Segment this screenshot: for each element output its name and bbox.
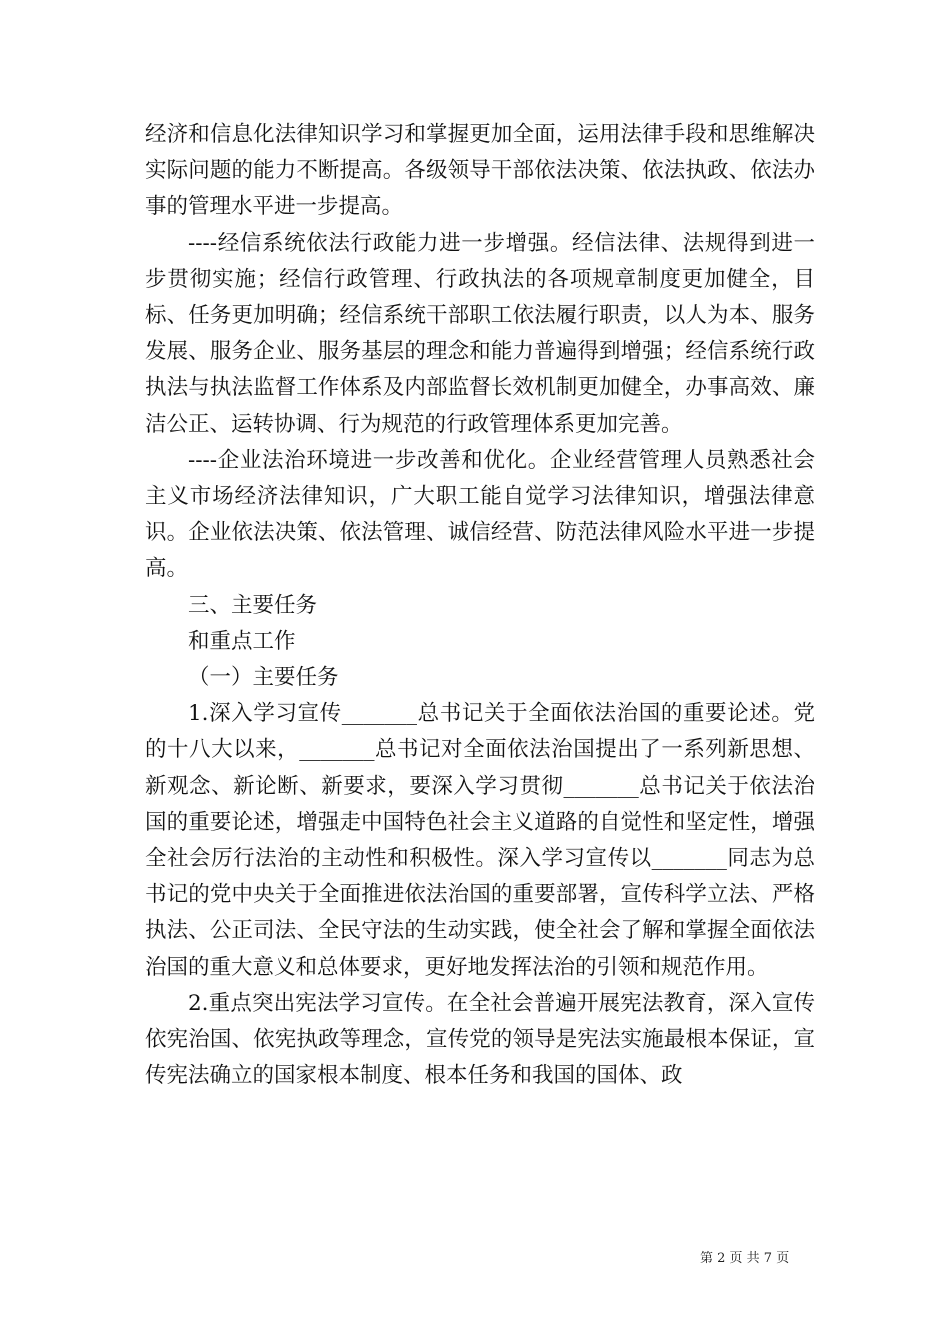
section-heading-key-work: 和重点工作 xyxy=(188,628,296,654)
paragraph-continuation: 经济和信息化法律知识学习和掌握更加全面，运用法律手段和思维解决实际问题的能力不断提高。各级领导干部依法决策、依法执政、依法办事的管理水平进一步提高。 xyxy=(145,122,815,220)
paragraph-task-2: 2.重点突出宪法学习宣传。在全社会普遍开展宪法教育，深入宣传依宪治国、依宪执政等理念，宣传党的领导是宪法实施最根本保证，宣传宪法确立的国家根本制度、根本任务和我国的国体、政 xyxy=(145,990,815,1089)
section-heading-main-tasks: 三、主要任务 xyxy=(188,592,318,618)
paragraph-enterprise-environment: ----企业法治环境进一步改善和优化。企业经营管理人员熟悉社会主义市场经济法律知识，广大职工能自觉学习法律知识，增强法律意识。企业依法决策、依法管理、诚信经营、防范法律风险水平进一步提高。 xyxy=(145,447,815,582)
paragraph-administrative-capacity: ----经信系统依法行政能力进一步增强。经信法律、法规得到进一步贯彻实施；经信行政管理、行政执法的各项规章制度更加健全，目标、任务更加明确；经信系统干部职工依法履行职责，以人为本、服务发展、服务企业、服务基层的理念和能力普遍得到增强；经信系统行政执法与执法监督工作体系及内部监督长效机制更加健全，办事高效、廉洁公正、运转协调、行为规范的行政管理体系更加完善。 xyxy=(145,230,815,437)
document-body xyxy=(145,117,815,1094)
subsection-heading-main-tasks: （一）主要任务 xyxy=(188,665,339,691)
paragraph-task-1: 1.深入学习宣传_______总书记关于全面依法治国的重要论述。党的十八大以来，_______总书记对全面依法治国提出了一系列新思想、新观念、新论断、新要求，要深入学习贯彻_______总书记关于依法治国的重要论述，增强走中国特色社会主义道路的自觉性和坚定性，增强全社会厉行法治的主动性和积极性。深入学习宣传以_______同志为总书记的党中央关于全面推进依法治国的重要部署，宣传科学立法、严格执法、公正司法、全民守法的生动实践，使全社会了解和掌握全面依法治国的重大意义和总体要求，更好地发挥法治的引领和规范作用。 xyxy=(145,701,815,980)
page-number-footer: 第 2 页 共 7 页 xyxy=(700,1251,790,1266)
